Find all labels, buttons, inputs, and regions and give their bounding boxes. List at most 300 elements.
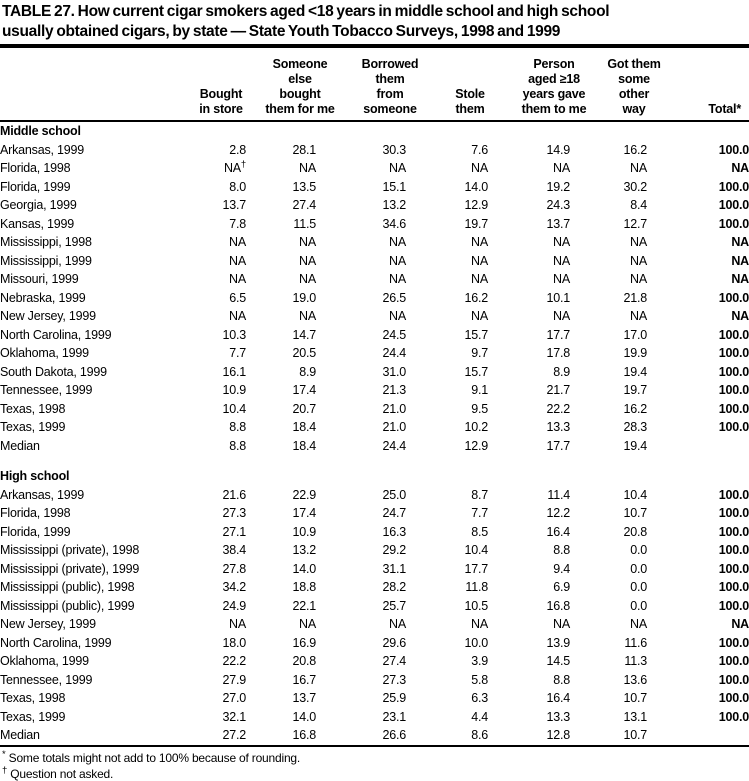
value-cell: NA — [299, 309, 316, 323]
value-cell: 8.7 — [471, 487, 488, 502]
value-cell: 12.9 — [464, 438, 488, 453]
value-cell: 8.6 — [471, 728, 488, 742]
state-cell: Mississippi (private), 1999 — [0, 561, 140, 576]
value-cell: 8.8 — [229, 438, 246, 453]
value-cell: 19.7 — [623, 383, 647, 397]
state-cell: Florida, 1999 — [0, 179, 71, 194]
column-header-line: them to me — [521, 102, 587, 116]
value-cell: 10.9 — [292, 524, 316, 539]
value-cell: NA — [553, 161, 570, 175]
table-row — [0, 504, 749, 523]
value-cell: 30.2 — [623, 179, 647, 194]
total-cell: 100.0 — [718, 672, 749, 687]
total-cell: 100.0 — [718, 383, 749, 397]
value-cell: 22.1 — [292, 598, 316, 613]
value-cell: 17.4 — [292, 383, 316, 397]
value-cell: 4.4 — [471, 709, 488, 724]
state-cell: Mississippi (private), 1998 — [0, 543, 140, 557]
table-row — [0, 307, 749, 326]
value-cell: NA — [389, 253, 406, 268]
value-cell: 15.7 — [464, 364, 488, 379]
value-cell: 14.7 — [292, 327, 316, 342]
value-cell: 15.1 — [382, 179, 406, 194]
state-cell: Tennessee, 1999 — [0, 383, 93, 397]
value-cell: 7.7 — [229, 346, 246, 360]
value-cell: 9.5 — [471, 401, 488, 416]
state-cell: North Carolina, 1999 — [0, 635, 112, 650]
value-cell: 24.9 — [222, 598, 246, 613]
value-cell: 18.8 — [292, 580, 316, 594]
value-cell: NA — [471, 617, 488, 631]
value-cell: 32.1 — [222, 709, 246, 724]
column-header — [708, 102, 741, 117]
value-cell: NA — [471, 161, 488, 175]
value-cell: 15.7 — [464, 327, 488, 342]
value-cell: 17.7 — [464, 561, 488, 576]
value-cell: 10.2 — [464, 420, 488, 434]
total-cell: 100.0 — [718, 364, 749, 379]
state-cell: Texas, 1998 — [0, 401, 66, 416]
table-row — [0, 289, 749, 308]
value-cell: 27.4 — [292, 198, 316, 212]
table-row — [0, 523, 749, 542]
column-header-line: them for me — [265, 102, 335, 116]
value-cell: 12.9 — [464, 198, 488, 212]
table-row — [0, 159, 749, 178]
value-cell: 21.0 — [382, 401, 406, 416]
total-cell: 100.0 — [718, 691, 749, 705]
column-header-line: Someone — [272, 57, 328, 71]
value-cell: 8.8 — [553, 543, 570, 557]
value-cell: 31.0 — [382, 364, 406, 379]
value-cell: 8.5 — [471, 524, 488, 539]
column-header-line: Person — [533, 57, 575, 71]
table-row — [0, 437, 749, 456]
value-cell: 19.9 — [623, 346, 647, 360]
column-header — [522, 57, 587, 117]
value-cell: 24.4 — [382, 346, 406, 360]
column-header-line: Bought — [199, 87, 243, 101]
value-cell: 19.7 — [464, 216, 488, 231]
value-cell: 38.4 — [222, 543, 246, 557]
dagger-footnote-marker: † — [240, 158, 246, 170]
total-cell: 100.0 — [718, 179, 749, 194]
column-header-line: some — [618, 72, 650, 86]
table-row — [0, 634, 749, 653]
value-cell: 16.2 — [623, 401, 647, 416]
value-cell: 29.6 — [382, 635, 406, 650]
value-cell: 13.3 — [546, 709, 570, 724]
state-cell: Mississippi, 1999 — [0, 253, 92, 268]
value-cell: 16.7 — [292, 672, 316, 687]
value-cell: 10.4 — [464, 543, 488, 557]
column-header-line: in store — [199, 102, 243, 116]
total-cell: NA — [731, 617, 749, 631]
value-cell: 31.1 — [382, 561, 406, 576]
total-cell: 100.0 — [718, 487, 749, 502]
table-title — [0, 0, 749, 42]
table-row — [0, 270, 749, 289]
state-cell: Mississippi (public), 1999 — [0, 598, 135, 613]
column-header-line: someone — [363, 102, 417, 116]
value-cell: 7.8 — [229, 216, 246, 231]
value-cell: 6.5 — [229, 290, 246, 305]
value-cell: 8.4 — [630, 198, 647, 212]
value-cell: 19.4 — [623, 364, 647, 379]
value-cell: 25.7 — [382, 598, 406, 613]
total-cell: 100.0 — [718, 506, 749, 520]
value-cell: 12.7 — [623, 216, 647, 231]
section-label: High school — [0, 469, 70, 483]
value-cell: 20.8 — [292, 654, 316, 668]
table-row — [0, 726, 749, 745]
value-cell: NA — [229, 253, 246, 268]
value-cell: 20.5 — [292, 346, 316, 360]
total-cell: NA — [731, 253, 749, 268]
value-cell: 24.3 — [546, 198, 570, 212]
table-row — [0, 215, 749, 234]
value-cell: 9.7 — [471, 346, 488, 360]
state-cell: Mississippi (public), 1998 — [0, 580, 135, 594]
section-header-row — [0, 467, 749, 486]
column-header — [455, 87, 485, 117]
table-row — [0, 326, 749, 345]
table-row — [0, 652, 749, 671]
value-cell: NA — [389, 617, 406, 631]
column-header — [607, 57, 660, 117]
table-row — [0, 252, 749, 271]
value-cell: 13.1 — [623, 709, 647, 724]
state-cell: Nebraska, 1999 — [0, 290, 86, 305]
value-cell: 12.8 — [546, 728, 570, 742]
value-cell: NA — [229, 309, 246, 323]
total-cell: 100.0 — [718, 346, 749, 360]
value-cell: 10.1 — [546, 290, 570, 305]
table-row — [0, 400, 749, 419]
value-cell: NA — [299, 235, 316, 249]
value-cell: 13.7 — [546, 216, 570, 231]
column-header — [362, 57, 419, 117]
table-row — [0, 344, 749, 363]
value-cell: NA — [553, 235, 570, 249]
value-cell: NA — [630, 617, 647, 631]
value-cell: 10.4 — [222, 401, 246, 416]
value-cell: 11.6 — [624, 635, 647, 650]
state-cell: Texas, 1998 — [0, 691, 66, 705]
state-cell: Georgia, 1999 — [0, 198, 77, 212]
value-cell: 21.7 — [546, 383, 570, 397]
data-table — [0, 122, 749, 745]
value-cell: NA — [471, 309, 488, 323]
table-row — [0, 196, 749, 215]
value-cell: NA — [389, 161, 406, 175]
column-header-line: else — [288, 72, 312, 86]
value-cell: 34.6 — [382, 216, 406, 231]
value-cell: 10.4 — [623, 487, 647, 502]
total-cell: NA — [731, 161, 749, 175]
value-cell: 0.0 — [630, 543, 647, 557]
value-cell: 18.4 — [292, 438, 316, 453]
value-cell: 24.5 — [382, 327, 406, 342]
column-header — [265, 57, 334, 117]
value-cell: 8.9 — [553, 364, 570, 379]
value-cell: NA — [299, 272, 316, 286]
value-cell: 14.0 — [464, 179, 488, 194]
value-cell: NA — [471, 272, 488, 286]
value-cell: 19.0 — [292, 290, 316, 305]
value-cell: NA — [299, 617, 316, 631]
value-cell: 16.2 — [464, 290, 488, 305]
value-cell: NA — [299, 253, 316, 268]
table-row — [0, 615, 749, 634]
value-cell: 17.0 — [623, 327, 647, 342]
value-cell: 24.4 — [382, 438, 406, 453]
total-cell: 100.0 — [718, 327, 749, 342]
value-cell: 20.7 — [292, 401, 316, 416]
value-cell: 27.4 — [382, 654, 406, 668]
value-cell: 14.0 — [292, 709, 316, 724]
state-cell: Florida, 1998 — [0, 506, 71, 520]
state-cell: Median — [0, 728, 40, 742]
value-cell: 3.9 — [471, 654, 488, 668]
table-row — [0, 708, 749, 727]
column-header-line: from — [376, 87, 404, 101]
value-cell: 9.4 — [553, 561, 570, 576]
table-title-line1: TABLE 27. How current cigar smokers aged <18 years in middle school and high school — [2, 3, 610, 20]
value-cell: NA† — [223, 158, 246, 175]
state-cell: New Jersey, 1999 — [0, 617, 96, 631]
value-cell: 21.0 — [382, 420, 406, 434]
value-cell: 6.3 — [471, 691, 488, 705]
value-cell: NA — [389, 272, 406, 286]
value-cell: 21.3 — [382, 383, 406, 397]
column-header-line: aged ≥18 — [528, 72, 580, 86]
value-cell: 9.1 — [471, 383, 488, 397]
value-cell: NA — [553, 617, 570, 631]
value-cell: 13.3 — [546, 420, 570, 434]
value-cell: 6.9 — [553, 580, 570, 594]
total-cell: 100.0 — [718, 580, 749, 594]
total-cell: NA — [731, 272, 749, 286]
total-cell: 100.0 — [718, 543, 749, 557]
table-row — [0, 141, 749, 160]
footnote-symbol: * — [2, 748, 6, 760]
value-cell: NA — [229, 235, 246, 249]
value-cell: 29.2 — [382, 543, 406, 557]
table-row — [0, 541, 749, 560]
value-cell: 26.5 — [382, 290, 406, 305]
total-cell: 100.0 — [718, 142, 749, 157]
value-cell: 16.8 — [292, 728, 316, 742]
total-cell: 100.0 — [718, 290, 749, 305]
value-cell: NA — [299, 161, 316, 175]
state-cell: Arkansas, 1999 — [0, 142, 85, 157]
column-header-line: Borrowed — [361, 57, 419, 71]
value-cell: NA — [553, 272, 570, 286]
value-cell: 17.8 — [546, 346, 570, 360]
table-title-line2: usually obtained cigars, by state — State Youth Tobacco Surveys, 1998 and 1999 — [2, 23, 561, 40]
value-cell: 26.6 — [382, 728, 406, 742]
value-cell: 28.1 — [292, 142, 316, 157]
total-cell: 100.0 — [718, 401, 749, 416]
state-cell: New Jersey, 1999 — [0, 309, 96, 323]
value-cell: 10.5 — [464, 598, 488, 613]
total-cell: 100.0 — [718, 198, 749, 212]
value-cell: 17.4 — [292, 506, 316, 520]
value-cell: 22.2 — [222, 654, 246, 668]
value-cell: 13.7 — [222, 198, 246, 212]
value-cell: 27.3 — [222, 506, 246, 520]
table-row — [0, 689, 749, 708]
table-row — [0, 578, 749, 597]
state-cell: Mississippi, 1998 — [0, 235, 92, 249]
column-header-line: years gave — [522, 87, 586, 101]
value-cell: 10.7 — [623, 506, 647, 520]
state-cell: Texas, 1999 — [0, 420, 66, 434]
value-cell: 18.0 — [222, 635, 246, 650]
value-cell: 27.3 — [382, 672, 406, 687]
value-cell: 19.4 — [623, 438, 647, 453]
value-cell: 16.1 — [222, 364, 246, 379]
state-cell: Missouri, 1999 — [0, 272, 79, 286]
value-cell: 11.5 — [293, 216, 316, 231]
value-cell: 27.1 — [222, 524, 246, 539]
value-cell: NA — [630, 235, 647, 249]
section-spacer — [0, 455, 749, 467]
value-cell: 25.0 — [382, 487, 406, 502]
value-cell: 11.3 — [624, 654, 647, 668]
value-cell: 21.8 — [623, 290, 647, 305]
state-cell: Arkansas, 1999 — [0, 487, 85, 502]
column-header-line: other — [618, 87, 650, 101]
table-row — [0, 671, 749, 690]
value-cell: 22.2 — [546, 401, 570, 416]
value-cell: 16.3 — [382, 524, 406, 539]
value-cell: 13.2 — [382, 198, 406, 212]
value-cell: 7.7 — [471, 506, 488, 520]
column-header — [199, 87, 243, 117]
value-cell: 0.0 — [630, 580, 647, 594]
total-cell: 100.0 — [718, 598, 749, 613]
value-cell: 8.9 — [299, 364, 316, 379]
total-cell — [647, 726, 749, 745]
total-cell: NA — [731, 309, 749, 323]
value-cell: 27.8 — [222, 561, 246, 576]
value-cell: NA — [553, 309, 570, 323]
footnote: † Question not asked. — [2, 764, 114, 781]
section-header-row — [0, 122, 749, 141]
value-cell: 23.1 — [382, 709, 406, 724]
footnote-symbol: † — [2, 764, 8, 776]
column-header-line: Got them — [607, 57, 661, 71]
state-cell: Oklahoma, 1999 — [0, 654, 89, 668]
value-cell: 16.4 — [546, 691, 570, 705]
table-row — [0, 560, 749, 579]
column-header-line: Total* — [708, 102, 741, 116]
value-cell: 30.3 — [382, 142, 406, 157]
value-cell: NA — [389, 235, 406, 249]
footnotes — [0, 747, 749, 781]
value-cell: 5.8 — [471, 672, 488, 687]
column-header-line: Stole — [455, 87, 485, 101]
total-cell: 100.0 — [718, 216, 749, 231]
value-cell: 12.2 — [546, 506, 570, 520]
value-cell: 14.5 — [546, 654, 570, 668]
footnote: * Some totals might not add to 100% because of rounding. — [2, 748, 301, 765]
total-cell: 100.0 — [718, 524, 749, 539]
value-cell: 27.9 — [222, 672, 246, 687]
value-cell: 13.6 — [623, 672, 647, 687]
value-cell: 28.3 — [623, 420, 647, 434]
column-header-line: bought — [279, 87, 321, 101]
section-label: Middle school — [0, 124, 81, 138]
state-cell: Florida, 1998 — [0, 161, 71, 175]
value-cell: 27.2 — [222, 728, 246, 742]
value-cell: 13.7 — [292, 691, 316, 705]
value-cell: 8.0 — [229, 179, 246, 194]
value-cell: NA — [553, 253, 570, 268]
table-row — [0, 418, 749, 437]
value-cell: 27.0 — [222, 691, 246, 705]
table-row — [0, 486, 749, 505]
value-cell: 16.4 — [546, 524, 570, 539]
state-cell: Texas, 1999 — [0, 709, 66, 724]
total-cell: 100.0 — [718, 654, 749, 668]
column-header-row — [0, 48, 749, 120]
state-cell: Florida, 1999 — [0, 524, 71, 539]
value-cell: 10.7 — [623, 728, 647, 742]
value-cell: 13.9 — [546, 635, 570, 650]
value-cell: 8.8 — [553, 672, 570, 687]
value-cell: 0.0 — [630, 598, 647, 613]
value-cell: 16.8 — [546, 598, 570, 613]
state-cell: South Dakota, 1999 — [0, 364, 107, 379]
value-cell: 11.8 — [465, 580, 488, 594]
total-cell: NA — [731, 235, 749, 249]
state-cell: North Carolina, 1999 — [0, 327, 112, 342]
value-cell: 17.7 — [546, 438, 570, 453]
table-row — [0, 597, 749, 616]
value-cell: 11.4 — [547, 487, 570, 502]
value-cell: NA — [630, 161, 647, 175]
value-cell: NA — [229, 617, 246, 631]
value-cell: NA — [389, 309, 406, 323]
column-header-line: them — [455, 102, 485, 116]
value-cell: 13.2 — [292, 543, 316, 557]
value-cell: 22.9 — [292, 487, 316, 502]
table-row — [0, 363, 749, 382]
state-cell: Tennessee, 1999 — [0, 672, 93, 687]
total-cell: 100.0 — [718, 420, 749, 434]
value-cell: 10.0 — [464, 635, 488, 650]
value-cell: 2.8 — [229, 142, 246, 157]
value-cell: 24.7 — [382, 506, 406, 520]
column-header-line: them — [375, 72, 405, 86]
total-cell — [647, 437, 749, 456]
value-cell: 28.2 — [382, 580, 406, 594]
value-cell: 20.8 — [623, 524, 647, 539]
value-cell: 21.6 — [222, 487, 246, 502]
value-cell: NA — [630, 253, 647, 268]
value-cell: 25.9 — [382, 691, 406, 705]
value-cell: 0.0 — [630, 561, 647, 576]
column-header-line: way — [622, 102, 646, 116]
value-cell: 18.4 — [292, 420, 316, 434]
value-cell: NA — [630, 309, 647, 323]
table-row — [0, 178, 749, 197]
value-cell: 19.2 — [546, 179, 570, 194]
value-cell: 13.5 — [292, 179, 316, 194]
